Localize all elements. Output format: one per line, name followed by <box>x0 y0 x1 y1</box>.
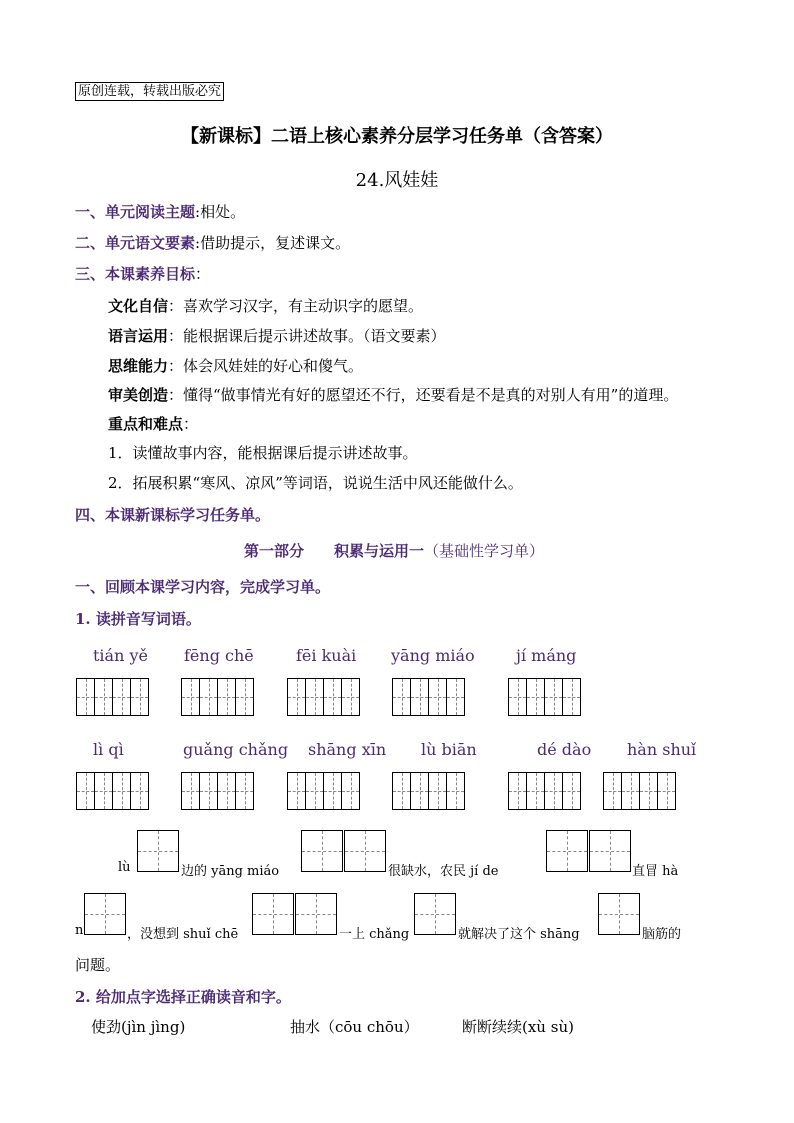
answer-box[interactable] <box>301 830 343 872</box>
q2-item-1: 使劲(jìn jìng) <box>91 1018 186 1036</box>
part-1-title: 第一部分 积累与运用一 <box>244 542 425 560</box>
key-points-label: 重点和难点 <box>108 415 184 433</box>
answer-grid[interactable] <box>508 772 580 810</box>
sentence-part-6: ，没想到 shuǐ chē <box>127 927 239 942</box>
part-1-heading <box>244 541 544 561</box>
part-1-suffix: （基础性学习单） <box>424 542 545 560</box>
goal-4 <box>108 385 678 405</box>
q2-item-2: 抽水（cōu chōu） <box>290 1018 419 1036</box>
pinyin-row1-4: yāng miáo <box>391 646 475 665</box>
answer-grid[interactable] <box>76 772 148 810</box>
question-intro: 一、回顾本课学习内容，完成学习单。 <box>75 578 331 596</box>
sentence-part-8: 就解决了这个 shāng <box>458 927 580 942</box>
answer-box[interactable] <box>84 893 126 935</box>
sentence-part-5: n <box>75 923 84 938</box>
goal-3 <box>108 356 363 376</box>
answer-box[interactable] <box>137 830 179 872</box>
pinyin-row2-6: hàn shuǐ <box>627 740 697 759</box>
copyright-notice: 原创连载，转载出版必究 <box>75 82 224 101</box>
section-3 <box>75 264 210 284</box>
pinyin-row2-5: dé dào <box>537 740 592 759</box>
question-2: 2. 给加点字选择正确读音和字。 <box>75 988 291 1006</box>
pinyin-row2-3: shāng xīn <box>308 740 387 759</box>
goal-2-text: ：能根据课后提示讲述故事。（语文要素） <box>168 327 446 345</box>
answer-grid[interactable] <box>287 678 359 716</box>
goal-3-text: ：体会风娃娃的好心和傻气。 <box>168 357 364 375</box>
answer-box[interactable] <box>546 830 588 872</box>
pinyin-row2-4: lù biān <box>421 740 477 759</box>
key-point-1: 1．读懂故事内容，能根据课后提示讲述故事。 <box>108 444 418 462</box>
goal-3-label: 思维能力 <box>108 357 169 375</box>
goal-1-text: ：喜欢学习汉字，有主动识字的愿望。 <box>168 297 424 315</box>
goal-2 <box>108 326 446 346</box>
section-1-label: 一、单元阅读主题 <box>75 203 196 221</box>
sentence-part-3: 很缺水，农民 jí de <box>388 864 499 879</box>
answer-grid[interactable] <box>392 772 464 810</box>
section-1 <box>75 202 245 222</box>
pinyin-row1-2: fēng chē <box>184 646 254 665</box>
answer-box[interactable] <box>252 893 294 935</box>
key-points <box>108 414 198 434</box>
q2-item-3: 断断续续(xù sù) <box>462 1018 574 1036</box>
goal-1-label: 文化自信 <box>108 297 169 315</box>
answer-box[interactable] <box>295 893 337 935</box>
pinyin-row2-2: guǎng chǎng <box>183 740 289 759</box>
pinyin-row1-3: fēi kuài <box>296 646 357 665</box>
section-2-label: 二、单元语文要素 <box>75 234 196 252</box>
answer-grid[interactable] <box>603 772 675 810</box>
answer-box[interactable] <box>598 893 640 935</box>
section-3-label: 三、本课素养目标 <box>75 265 196 283</box>
pinyin-row1-1: tián yě <box>93 646 148 665</box>
lesson-title: 24.风娃娃 <box>355 170 439 191</box>
answer-box[interactable] <box>414 893 456 935</box>
answer-grid[interactable] <box>287 772 359 810</box>
goal-4-label: 审美创造 <box>108 386 169 404</box>
page-title: 【新课标】二语上核心素养分层学习任务单（含答案） <box>181 126 613 147</box>
question-1: 1. 读拼音写词语。 <box>75 610 201 628</box>
sentence-part-1: lù <box>118 860 131 875</box>
section-2-text: :借助提示，复述课文。 <box>195 234 351 252</box>
answer-grid[interactable] <box>508 678 580 716</box>
sentence-part-9: 脑筋的 <box>642 927 682 942</box>
answer-grid[interactable] <box>181 678 253 716</box>
answer-box[interactable] <box>589 830 631 872</box>
answer-grid[interactable] <box>392 678 464 716</box>
sentence-part-4: 直冒 hà <box>632 864 679 879</box>
answer-grid[interactable] <box>76 678 148 716</box>
section-2 <box>75 233 350 253</box>
goal-1 <box>108 296 423 316</box>
key-points-colon: ： <box>183 415 199 433</box>
sentence-part-10: 问题。 <box>75 956 121 974</box>
answer-box[interactable] <box>344 830 386 872</box>
section-3-text: ： <box>195 265 211 283</box>
goal-2-label: 语言运用 <box>108 327 169 345</box>
pinyin-row1-5: jí máng <box>516 646 577 665</box>
answer-grid[interactable] <box>181 772 253 810</box>
sentence-part-7: 一上 chǎng <box>339 927 410 942</box>
key-point-2: 2．拓展积累“寒风、凉风”等词语，说说生活中风还能做什么。 <box>108 474 523 492</box>
section-4: 四、本课新课标学习任务单。 <box>75 506 271 524</box>
section-1-text: :相处。 <box>195 203 246 221</box>
pinyin-row2-1: lì qì <box>93 740 124 759</box>
sentence-part-2: 边的 yāng miáo <box>181 864 280 879</box>
goal-4-text: ：懂得“做事情光有好的愿望还不行，还要看是不是真的对别人有用”的道理。 <box>168 386 679 404</box>
